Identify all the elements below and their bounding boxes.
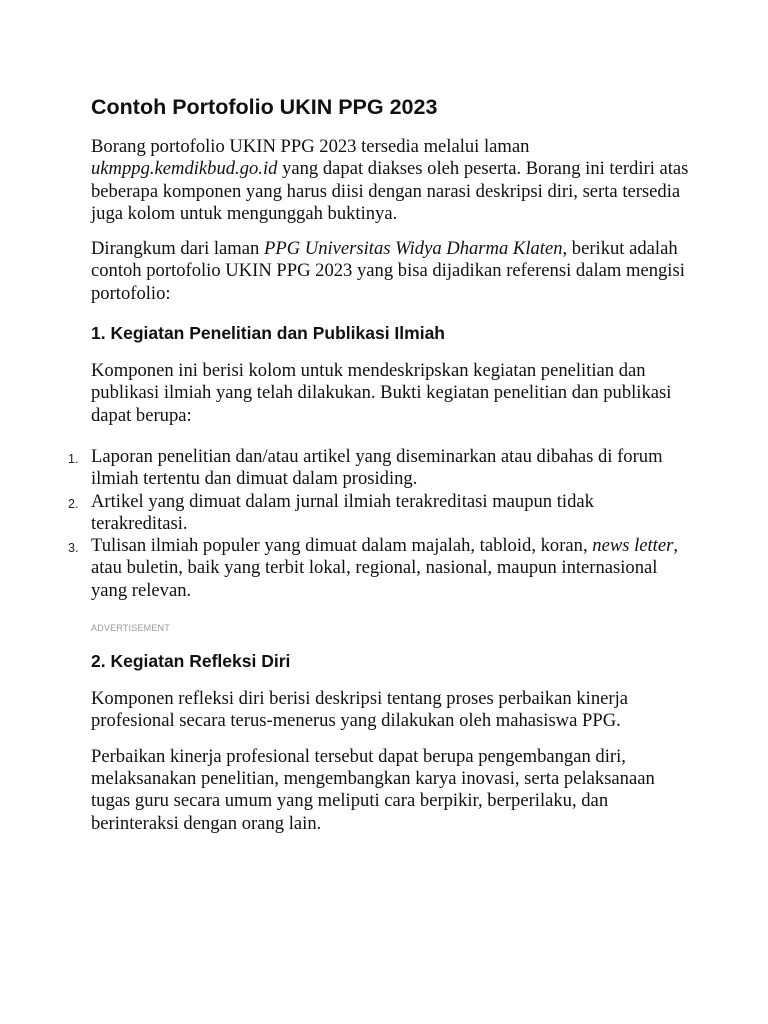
section-heading-research: 1. Kegiatan Penelitian dan Publikasi Ilmiah — [91, 323, 445, 344]
list-item — [68, 445, 691, 491]
website-link[interactable]: ukmppg.kemdikbud.go.id — [91, 158, 278, 180]
intro-paragraph — [91, 136, 691, 225]
intro-text-end: yang dapat diakses oleh peserta. Borang ini terdiri atas beberapa komponen yang harus diisi dengan narasi deskripsi diri, serta tersedia juga kolom untuk mengunggah buktinya. — [91, 158, 689, 224]
advertisement-label: ADVERTISEMENT — [91, 623, 170, 634]
list-item-text: Laporan penelitian dan/atau artikel yang diseminarkan atau dibahas di forum ilmiah tertentu dan dimuat dalam prosiding. — [91, 445, 663, 490]
evidence-list — [68, 445, 691, 602]
section-heading-reflection: 2. Kegiatan Refleksi Diri — [91, 651, 291, 672]
source-text-end: , berikut adalah contoh portofolio UKIN PPG 2023 yang bisa dijadikan referensi dalam mengisi portofolio: — [91, 238, 685, 304]
source-paragraph — [91, 238, 691, 305]
list-number: 2. — [68, 496, 79, 511]
list-item — [68, 490, 691, 536]
article — [68, 93, 691, 848]
list-item-text: Tulisan ilmiah populer yang dimuat dalam majalah, tabloid, koran, — [91, 535, 593, 557]
source-name: PPG Universitas Widya Dharma Klaten — [263, 238, 563, 260]
list-number: 1. — [68, 451, 79, 466]
list-number: 3. — [68, 541, 79, 556]
reflection-paragraph-2: Perbaikan kinerja profesional tersebut dapat berupa pengembangan diri, melaksanakan penelitian, mengembangkan karya inovasi, serta pelaksanaan tugas guru secara umum yang meliputi cara berpikir, berperilaku, dan berinteraksi dengan orang lain. — [91, 745, 655, 834]
source-text-start: Dirangkum dari laman — [91, 238, 264, 260]
list-item-emphasis: news letter — [592, 535, 674, 557]
reflection-paragraph-1: Komponen refleksi diri berisi deskripsi tentang proses perbaikan kinerja profesional secara terus-menerus yang dilakukan oleh mahasiswa PPG. — [91, 688, 629, 732]
research-paragraph: Komponen ini berisi kolom untuk mendeskripskan kegiatan penelitian dan publikasi ilmiah yang telah dilakukan. Bukti kegiatan penelitian dan publikasi dapat berupa: — [91, 360, 672, 426]
list-item-text: Artikel yang dimuat dalam jurnal ilmiah terakreditasi maupun tidak terakreditasi. — [91, 490, 594, 534]
intro-text-start: Borang portofolio UKIN PPG 2023 tersedia melalui laman — [91, 136, 530, 157]
article-title: Contoh Portofolio UKIN PPG 2023 — [91, 95, 438, 119]
list-item-text-end: , atau buletin, baik yang terbit lokal, regional, nasional, maupun internasional yang relevan. — [91, 535, 678, 601]
list-item — [68, 535, 691, 602]
